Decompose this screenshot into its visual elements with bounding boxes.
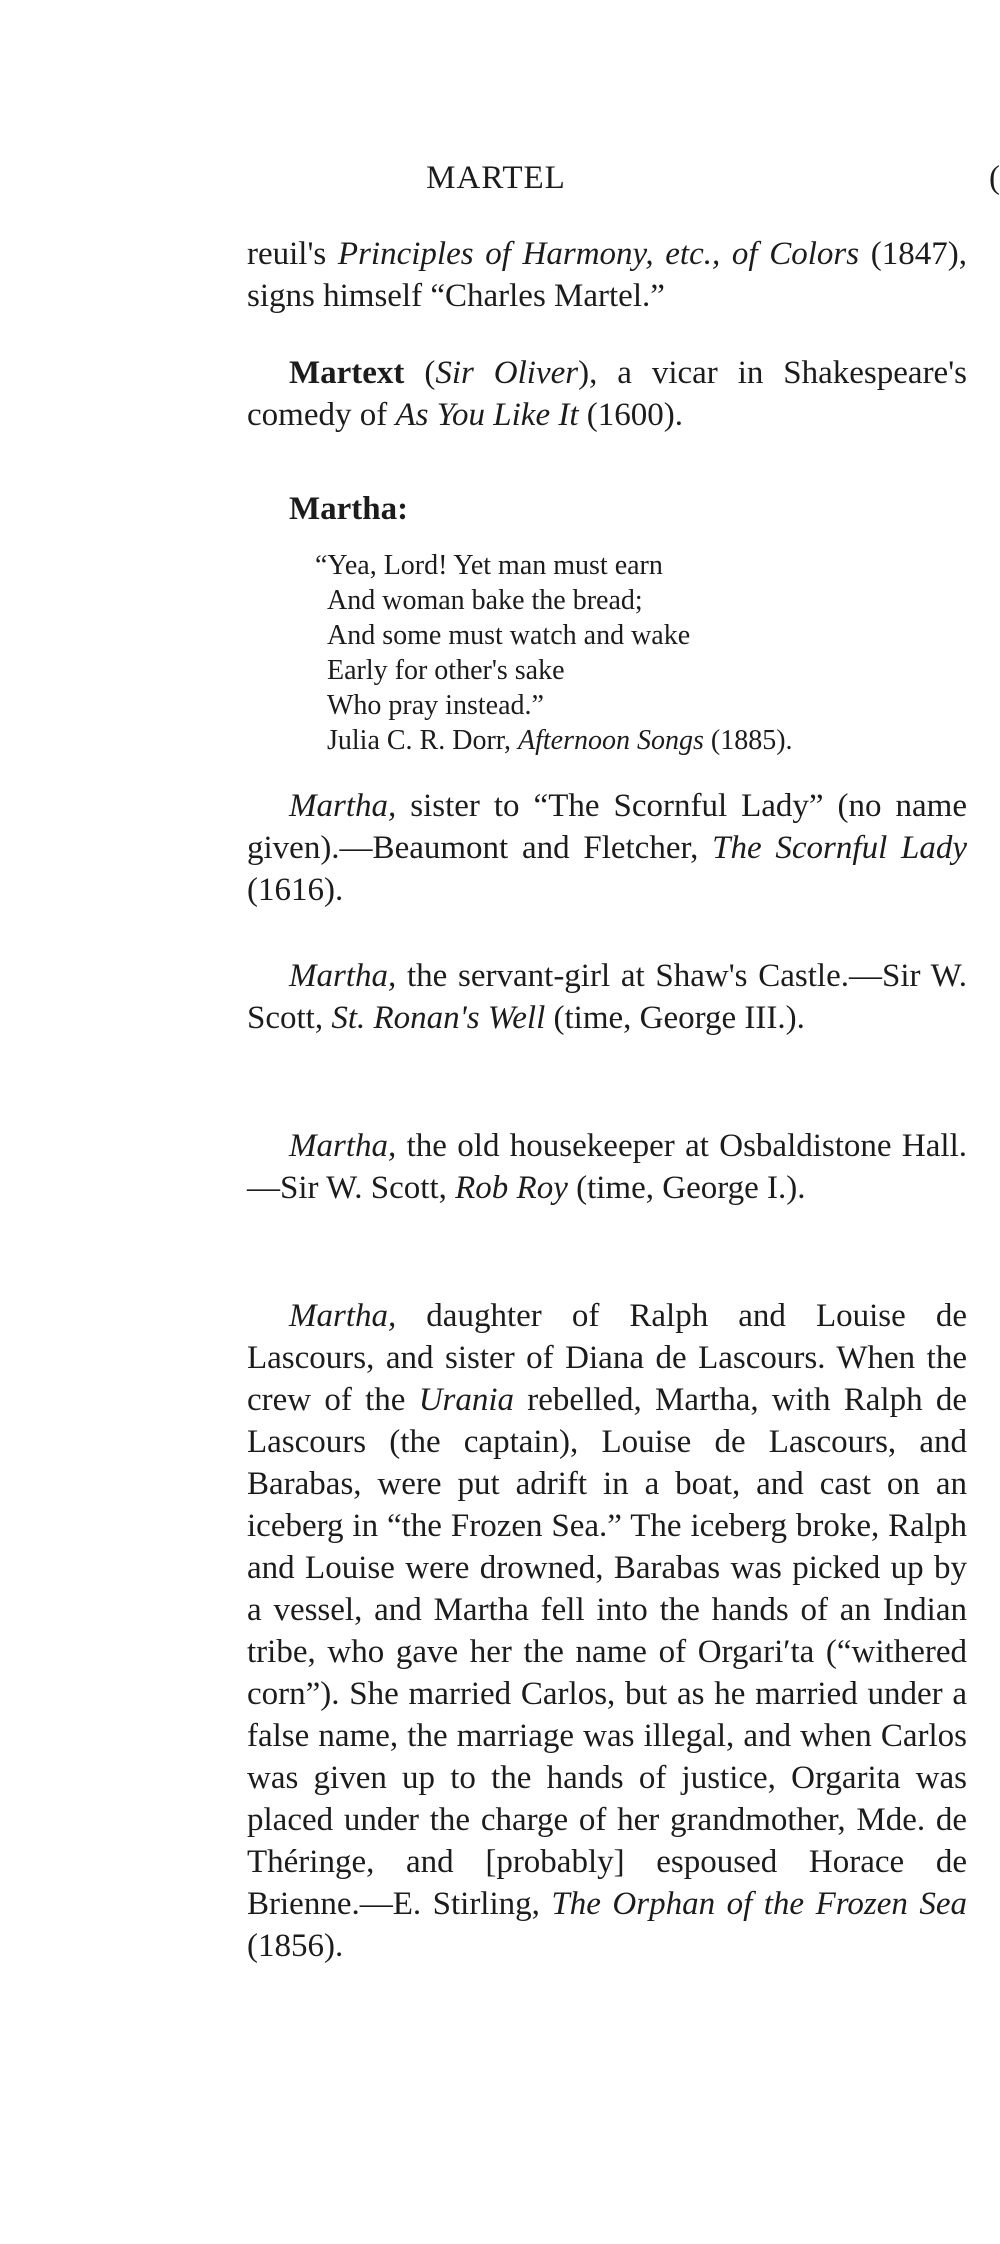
italic-title: The Orphan of the Frozen Sea xyxy=(551,1886,967,1922)
italic-title: As You Like It xyxy=(395,397,579,433)
entry-martha-frozen-sea xyxy=(247,1295,967,1967)
entry-martext xyxy=(247,352,967,436)
italic-title: Martha, xyxy=(289,1298,397,1334)
poem-attribution: Julia C. R. Dorr, Afternoon Songs (1885). xyxy=(327,725,793,756)
italic-title: Martha, xyxy=(289,788,397,824)
italic-title: The Scornful Lady xyxy=(712,830,967,866)
poem-line: And woman bake the bread; xyxy=(327,585,643,616)
italic-title: Urania xyxy=(418,1382,515,1418)
entry-continuation xyxy=(247,233,967,317)
entry-text xyxy=(247,352,967,436)
italic-title: St. Ronan's Well xyxy=(331,1000,546,1036)
poem-quote xyxy=(315,548,967,723)
edge-mark: ( xyxy=(989,160,1000,196)
italic-title: Sir Oliver xyxy=(435,355,579,391)
entry-martha-rob-roy xyxy=(247,1125,967,1209)
entry-martha-st-ronans-well xyxy=(247,955,967,1039)
italic-title: Martha, xyxy=(289,1128,397,1164)
poem-line: Who pray instead.” xyxy=(327,690,544,721)
entry-body: (Sir Oliver), a vicar in Shakespeare's comedy of As You Like It (1600). xyxy=(247,355,967,433)
entry-text: Martha, the servant-girl at Shaw's Castle.—Sir W. Scott, St. Ronan's Well (time, George III.). xyxy=(247,958,967,1036)
italic-title: Principles of Harmony, etc., of Colors xyxy=(337,236,860,272)
entry-text: Martha, daughter of Ralph and Louise de Lascours, and sister of Diana de Lascours. When the crew of the Urania rebelled, Martha, with Ralph de Lascours (the captain), Louise de Lascours, and Barabas, were put adrift in a boat, and cast on an iceberg in “the Frozen Sea.” The iceberg broke, Ralph and Louise were drowned, Barabas was picked up by a vessel, and Martha fell into the hands of an Indian tribe, who gave her the name of Orgari′ta (“withered corn”). She married Carlos, but as he married under a false name, the marriage was illegal, and when Carlos was given up to the hands of justice, Orgarita was placed under the charge of her grandmother, Mde. de Théringe, and [probably] espoused Horace de Brienne.—E. Stirling, The Orphan of the Frozen Sea (1856). xyxy=(247,1298,968,1964)
running-head xyxy=(0,160,1000,197)
entry-text xyxy=(247,488,967,530)
entry-text: Martha, the old housekeeper at Osbaldistone Hall.—Sir W. Scott, Rob Roy (time, George I.). xyxy=(247,1128,967,1206)
italic-title: Rob Roy xyxy=(455,1170,568,1206)
entry-martha-scornful-lady xyxy=(247,785,967,911)
headword: Martha: xyxy=(289,491,409,527)
page-title: MARTEL xyxy=(426,160,566,196)
poem-line: “Yea, Lord! Yet man must earn xyxy=(315,550,663,581)
poem-line: And some must watch and wake xyxy=(327,620,691,651)
entry-martha-poem xyxy=(247,488,967,758)
entry-text: reuil's Principles of Harmony, etc., of Colors (1847), signs himself “Charles Martel.” xyxy=(247,236,967,314)
poem-line: Early for other's sake xyxy=(327,655,565,686)
italic-title: Martha, xyxy=(289,958,397,994)
headword: Martext xyxy=(289,355,405,391)
entry-text: Martha, sister to “The Scornful Lady” (no name given).—Beaumont and Fletcher, The Scornful Lady (1616). xyxy=(247,788,967,908)
italic-title: Afternoon Songs xyxy=(517,725,704,756)
